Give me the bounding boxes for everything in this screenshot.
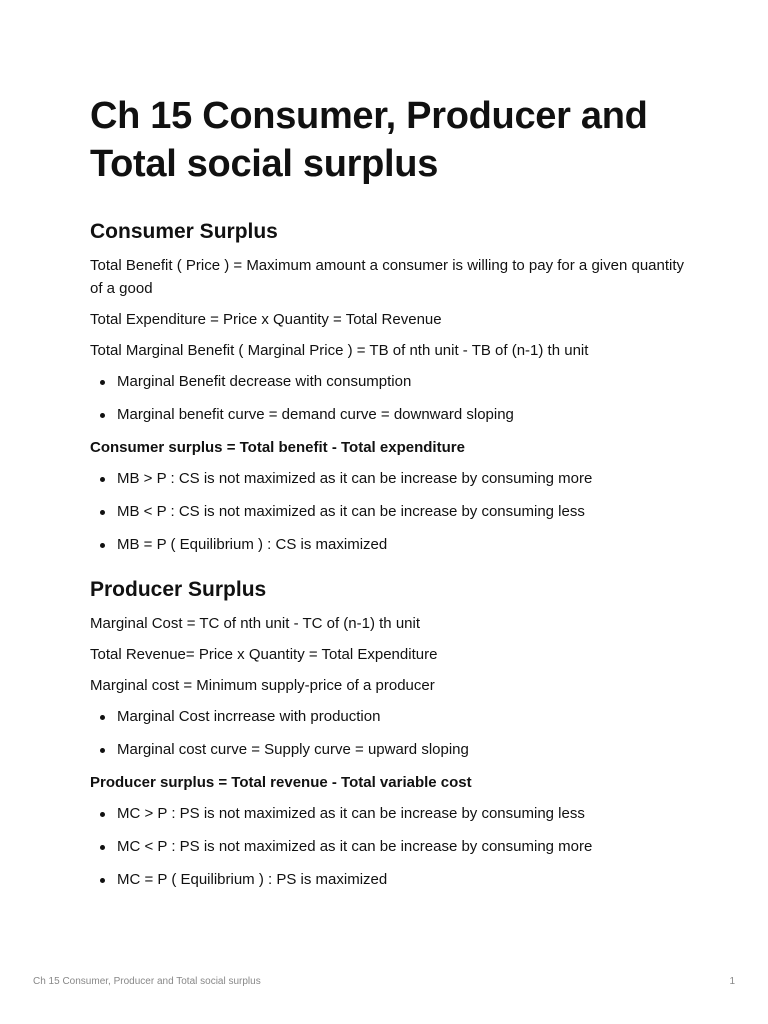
page-title: Ch 15 Consumer, Producer and Total social surplus: [90, 95, 648, 185]
producer-surplus-heading: Producer Surplus: [90, 578, 267, 601]
producer-surplus-section: [90, 576, 690, 891]
consumer-bullet-list: [90, 370, 690, 426]
list-item: Marginal cost curve = Supply curve = upward sloping: [90, 738, 690, 761]
producer-condition-list: [90, 802, 690, 891]
consumer-paragraph-marginal-benefit: Total Marginal Benefit ( Marginal Price ) = TB of nth unit - TB of (n-1) th unit: [90, 342, 589, 359]
consumer-surplus-section: [90, 218, 690, 556]
producer-paragraph-marginal-cost: Marginal Cost = TC of nth unit - TC of (n-1) th unit: [90, 615, 420, 632]
producer-paragraph-minimum-supply-price: Marginal cost = Minimum supply-price of a producer: [90, 677, 435, 694]
producer-paragraph-total-revenue: Total Revenue= Price x Quantity = Total Expenditure: [90, 646, 438, 663]
list-item: MB = P ( Equilibrium ) : CS is maximized: [90, 533, 690, 556]
consumer-paragraph-total-benefit: Total Benefit ( Price ) = Maximum amount a consumer is willing to pay for a given quantity of a good: [90, 257, 685, 297]
consumer-surplus-heading: Consumer Surplus: [90, 220, 278, 243]
footer-title: Ch 15 Consumer, Producer and Total social surplus: [33, 976, 261, 987]
list-item: MC > P : PS is not maximized as it can be increase by consuming less: [90, 802, 690, 825]
list-item: Marginal Benefit decrease with consumption: [90, 370, 690, 393]
consumer-condition-list: [90, 467, 690, 556]
producer-bullet-list: [90, 705, 690, 761]
page-content: [90, 92, 690, 901]
page-number: 1: [729, 976, 735, 987]
list-item: MC < P : PS is not maximized as it can be increase by consuming more: [90, 835, 690, 858]
consumer-paragraph-total-expenditure: Total Expenditure = Price x Quantity = Total Revenue: [90, 311, 442, 328]
consumer-surplus-formula: Consumer surplus = Total benefit - Total expenditure: [90, 439, 465, 456]
producer-surplus-formula: Producer surplus = Total revenue - Total variable cost: [90, 774, 472, 791]
list-item: MB > P : CS is not maximized as it can be increase by consuming more: [90, 467, 690, 490]
list-item: Marginal Cost incrrease with production: [90, 705, 690, 728]
list-item: Marginal benefit curve = demand curve = downward sloping: [90, 403, 690, 426]
list-item: MB < P : CS is not maximized as it can be increase by consuming less: [90, 500, 690, 523]
list-item: MC = P ( Equilibrium ) : PS is maximized: [90, 868, 690, 891]
